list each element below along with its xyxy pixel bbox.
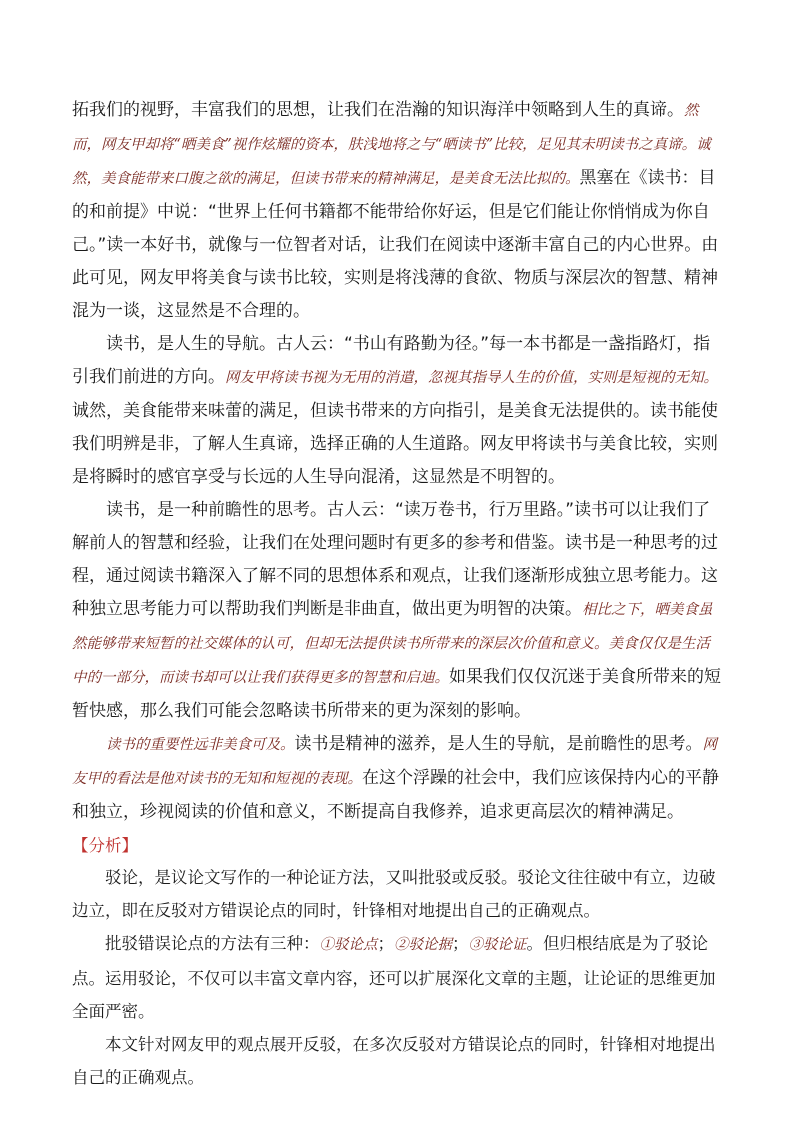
text-segment: 驳论，是议论文写作的一种论证方法，又叫批驳或反驳。驳论文往往破中有立，边破边立，即在反驳对方错误论点的同时，针锋相对地提出自己的正确观点。	[72, 868, 716, 920]
text-segment: 如果我们仅仅沉迷于美食所带来的短暂快感，那么我们可能会忽略读书所带来的更为深刻的影响。	[72, 667, 721, 721]
handwritten-segment: ②驳论据	[394, 937, 452, 953]
text-segment: 读书是精神的滋养，是人生的导航，是前瞻性的思考。	[294, 734, 703, 754]
handwritten-segment: 网友甲将读书视为无用的消遣，忽视其指导人生的价值，实则是短视的无知。	[225, 370, 718, 386]
analysis-paragraph-2	[72, 927, 724, 1028]
analysis-paragraph-3	[72, 1028, 724, 1094]
handwritten-segment: 然而，网友甲却将“晒美食”视作炫耀的资本，肤浅地将之与“晒读书”比较，足见其未明读书之真谛。诚然，美食能带来口腹之欲的满足，但读书带来的精神满足，是美食无法比拟的。	[72, 103, 711, 187]
text-segment: 在这个浮躁的社会中，我们应该保持内心的平静和独立，珍视阅读的价值和意义，不断提高自我修养，追求更高层次的精神满足。	[72, 768, 719, 822]
text-segment: 诚然，美食能带来味蕾的满足，但读书带来的方向指引，是美食无法提供的。读书能使我们明辨是非，了解人生真谛，选择正确的人生道路。网友甲将读书与美食比较，实则是将瞬时的感官享受与长远的人生导向混淆，这显然是不明智的。	[72, 401, 718, 487]
handwritten-segment: 读书的重要性远非美食可及。	[106, 737, 295, 753]
handwritten-segment: ①驳论点	[319, 937, 378, 953]
text-segment: 。但归根结底是为了驳论点。运用驳论，不仅可以丰富文章内容，还可以扩展深化文章的主题，让论证的思维更加全面严密。	[72, 934, 716, 1021]
text-segment: 黑塞在《读书：目的和前提》中说：“世界上任何书籍都不能带给你好运，但是它们能让你悄悄成为你自己。”读一本好书，就像与一位智者对话，让我们在阅读中逐渐丰富自己的内心世界。由此可见，网友甲将美食与读书比较，实则是将浅薄的食欲、物质与深层次的智慧、精神混为一谈，这显然是不合理的。	[72, 168, 719, 321]
text-segment: ；	[377, 934, 394, 953]
text-segment: 读书，是人生的导航。古人云：“书山有路勤为径。”每一本书都是一盏指路灯，指引我们前进的方向。	[72, 334, 711, 387]
document-page	[72, 94, 724, 1094]
text-segment: 批驳错误论点的方法有三种：	[105, 934, 320, 953]
essay-paragraph-4	[72, 728, 724, 829]
handwritten-segment: 网友甲的看法是他对读书的无知和短视的表现。	[72, 737, 717, 787]
essay-paragraph-2	[72, 328, 724, 494]
text-segment: 拓我们的视野，丰富我们的思想，让我们在浩瀚的知识海洋中领略到人生的真谛。	[72, 100, 684, 120]
essay-paragraph-3	[72, 494, 724, 728]
essay-paragraph-1	[72, 94, 724, 328]
essay-body	[72, 94, 724, 829]
text-segment: 读书，是一种前瞻性的思考。古人云：“读万卷书，行万里路。”读书可以让我们了解前人的智慧和经验，让我们在处理问题时有更多的参考和借鉴。读书是一种思考的过程，通过阅读书籍深入了解不同的思想体系和观点，让我们逐渐形成独立思考能力。这种独立思考能力可以帮助我们判断是非曲直，做出更为明智的决策。	[72, 500, 718, 619]
analysis-paragraph-1	[72, 861, 724, 927]
analysis-body	[72, 861, 724, 1094]
handwritten-segment: ③驳论证	[468, 937, 527, 953]
handwritten-segment: 相比之下，晒美食虽然能够带来短暂的社交媒体的认可，但却无法提供读书所带来的深层次价值和意义。美食仅仅是生活中的一部分，而读书却可以让我们获得更多的智慧和启迪。	[72, 602, 713, 686]
text-segment: 本文针对网友甲的观点展开反驳，在多次反驳对方错误论点的同时，针锋相对地提出自己的正确观点。	[72, 1035, 716, 1087]
analysis-heading: 【分析】	[72, 836, 138, 855]
text-segment: ；	[452, 934, 469, 953]
